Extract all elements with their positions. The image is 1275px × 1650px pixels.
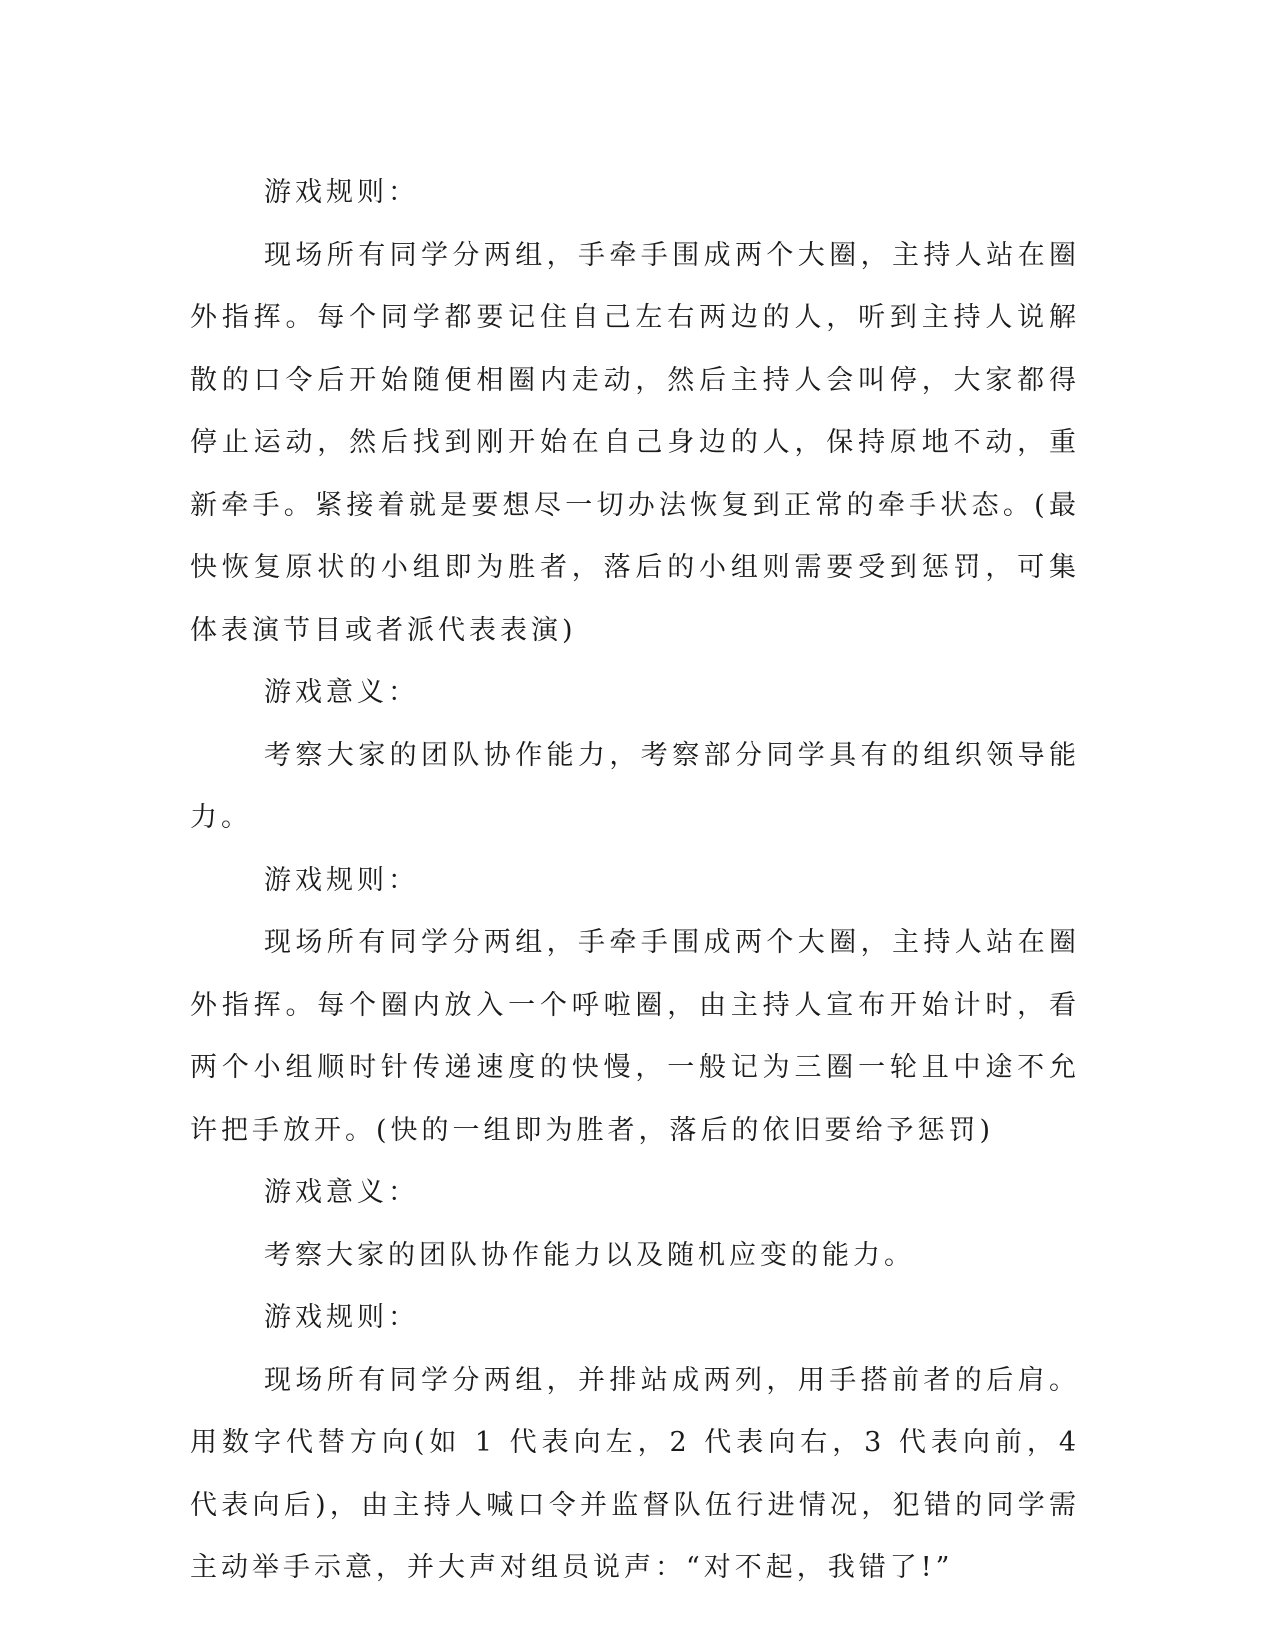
- heading-game-meaning-2: 游戏意义：: [264, 1177, 419, 1208]
- paragraph-rules-2: 现场所有同学分两组，手牵手围成两个大圈，主持人站在圈外指挥。每个圈内放入一个呼啦圈，由主持人宣布开始计时，看两个小组顺时针传递速度的快慢，一般记为三圈一轮且中途不允许把手放开。(快的一组即为胜者，落后的依旧要给予惩罚): [190, 927, 1080, 1146]
- heading-game-meaning-1: 游戏意义：: [264, 677, 419, 708]
- paragraph-rules-3: 现场所有同学分两组，并排站成两列，用手搭前者的后肩。用数字代替方向(如 1 代表向左，2 代表向右，3 代表向前，4 代表向后)，由主持人喊口令并监督队伍行进情况，犯错的同学需主动举手示意，并大声对组员说声：“对不起，我错了!”: [190, 1364, 1080, 1583]
- paragraph-rules-1: 现场所有同学分两组，手牵手围成两个大圈，主持人站在圈外指挥。每个同学都要记住自己左右两边的人，听到主持人说解散的口令后开始随便相圈内走动，然后主持人会叫停，大家都得停止运动，然后找到刚开始在自己身边的人，保持原地不动，重新牵手。紧接着就是要想尽一切办法恢复到正常的牵手状态。(最快恢复原状的小组即为胜者，落后的小组则需要受到惩罚，可集体表演节目或者派代表表演): [190, 239, 1080, 646]
- heading-game-rules-2: 游戏规则：: [264, 864, 419, 896]
- paragraph-meaning-2: 考察大家的团队协作能力以及随机应变的能力。: [264, 1239, 915, 1271]
- heading-game-rules-1: 游戏规则：: [264, 177, 419, 208]
- heading-game-rules-3: 游戏规则：: [264, 1302, 419, 1333]
- paragraph-meaning-1: 考察大家的团队协作能力，考察部分同学具有的组织领导能力。: [190, 739, 1080, 833]
- document-body: [190, 162, 1080, 1600]
